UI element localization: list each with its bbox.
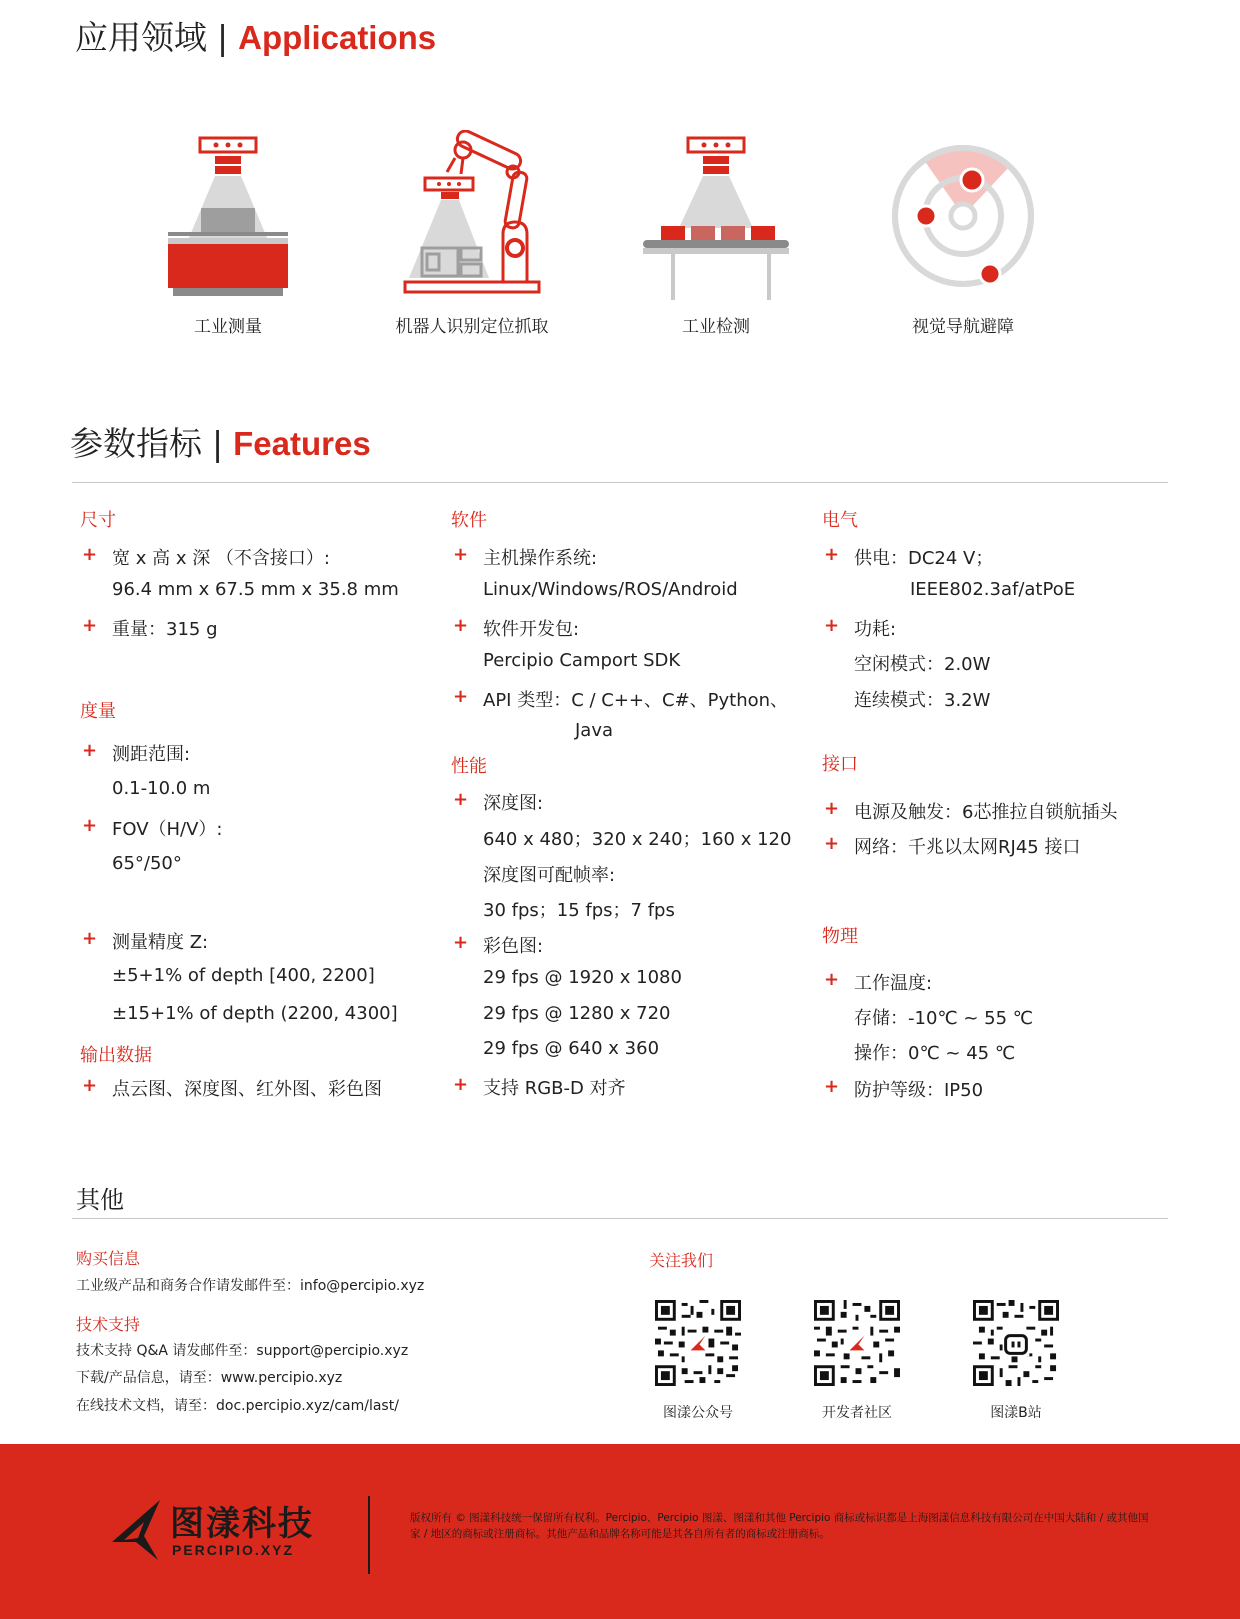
applications-title bbox=[75, 12, 436, 59]
follow-title: 关注我们 bbox=[649, 1251, 714, 1270]
legal-notice: 版权所有 © 图漾科技统一保留所有权利。Percipio、Percipio 图漾、图漾和其他 Percipio 商标或标识都是上海图漾信息科技有限公司在中国大陆和 / 或其他国家 / 地区的商标或注册商标。其他产品和品牌名称可能是其各自所有者的商标或注册商标。 bbox=[410, 1512, 1149, 1540]
measure-accuracy-value-1: ±5+1% of depth [400, 2200] bbox=[112, 965, 375, 986]
measure-fov-value: 65°/50° bbox=[112, 853, 182, 874]
category-electric: 电气 bbox=[822, 510, 858, 531]
robot-arm-icon bbox=[397, 130, 547, 302]
qr-label-wechat: 图漾公众号 bbox=[663, 1405, 733, 1421]
qr-label-community: 开发者社区 bbox=[822, 1405, 892, 1421]
plus-icon: + bbox=[453, 615, 469, 636]
electric-consumption-label: 功耗: bbox=[854, 619, 897, 640]
footer-separator bbox=[368, 1496, 370, 1574]
features-title-cn: 参数指标 bbox=[70, 424, 202, 463]
measure-range-value: 0.1-10.0 m bbox=[112, 778, 211, 799]
category-measure: 度量 bbox=[80, 701, 116, 722]
wechat-qr-icon[interactable] bbox=[655, 1300, 741, 1386]
performance-rgbd: 支持 RGB-D 对齐 bbox=[483, 1078, 626, 1099]
app-robot-grasping bbox=[352, 130, 592, 337]
measure-fov-label: FOV（H/V）: bbox=[112, 819, 223, 840]
features-divider bbox=[72, 482, 1168, 483]
qr-label-bilibili: 图漾B站 bbox=[990, 1405, 1042, 1421]
software-os-label: 主机操作系统: bbox=[483, 548, 598, 569]
output-value: 点云图、深度图、红外图、彩色图 bbox=[112, 1079, 382, 1100]
category-output: 输出数据 bbox=[80, 1045, 152, 1066]
plus-icon: + bbox=[453, 932, 469, 953]
brand-name-en: PERCIPIO.XYZ bbox=[172, 1542, 295, 1558]
category-interface: 接口 bbox=[822, 754, 858, 775]
software-sdk-label: 软件开发包: bbox=[483, 619, 580, 640]
physical-temp-label: 工作温度: bbox=[854, 973, 933, 994]
app-label: 机器人识别定位抓取 bbox=[395, 317, 549, 337]
electric-continuous: 连续模式：3.2W bbox=[854, 690, 991, 711]
software-os-value: Linux/Windows/ROS/Android bbox=[483, 579, 738, 600]
purchase-title: 购买信息 bbox=[76, 1249, 141, 1268]
app-industrial-inspection bbox=[596, 130, 836, 337]
support-line-2: 下载/产品信息，请至：www.percipio.xyz bbox=[76, 1370, 343, 1386]
software-api-value: Java bbox=[575, 720, 614, 741]
software-sdk-value: Percipio Camport SDK bbox=[483, 650, 681, 671]
title-separator: | bbox=[212, 424, 224, 463]
plus-icon: + bbox=[453, 544, 469, 565]
bilibili-qr-icon[interactable] bbox=[973, 1300, 1059, 1386]
interface-power-trigger: 电源及触发：6芯推拉自锁航插头 bbox=[854, 802, 1118, 823]
community-qr-icon[interactable] bbox=[814, 1300, 900, 1386]
electric-power-label: 供电：DC24 V； bbox=[854, 548, 994, 569]
performance-color-3: 29 fps @ 640 x 360 bbox=[483, 1038, 660, 1059]
other-title: 其他 bbox=[76, 1186, 124, 1214]
performance-color-label: 彩色图: bbox=[483, 936, 544, 957]
plus-icon: + bbox=[453, 789, 469, 810]
category-size: 尺寸 bbox=[80, 510, 116, 531]
footer bbox=[0, 1444, 1240, 1619]
plus-icon: + bbox=[824, 1076, 840, 1097]
other-divider bbox=[72, 1218, 1168, 1219]
plus-icon: + bbox=[82, 815, 98, 836]
interface-network: 网络：千兆以太网RJ45 接口 bbox=[854, 837, 1081, 858]
plus-icon: + bbox=[82, 615, 98, 636]
plus-icon: + bbox=[824, 615, 840, 636]
physical-operation: 操作：0℃ ~ 45 ℃ bbox=[854, 1043, 1016, 1064]
purchase-line: 工业级产品和商务合作请发邮件至：info@percipio.xyz bbox=[76, 1278, 425, 1294]
app-visual-navigation bbox=[843, 130, 1083, 337]
app-label: 视觉导航避障 bbox=[912, 317, 1014, 337]
radar-navigation-icon bbox=[888, 130, 1038, 302]
measure-accuracy-label: 测量精度 Z: bbox=[112, 932, 209, 953]
features-title bbox=[70, 418, 371, 465]
category-physical: 物理 bbox=[822, 926, 858, 947]
app-industrial-measurement bbox=[108, 130, 348, 337]
support-line-3: 在线技术文档，请至：doc.percipio.xyz/cam/last/ bbox=[76, 1398, 399, 1414]
title-separator: | bbox=[217, 18, 229, 57]
performance-depth-value: 640 x 480；320 x 240；160 x 120 bbox=[483, 829, 792, 850]
performance-color-2: 29 fps @ 1280 x 720 bbox=[483, 1003, 671, 1024]
plus-icon: + bbox=[82, 740, 98, 761]
conveyor-inspection-icon bbox=[641, 130, 791, 302]
measure-accuracy-value-2: ±15+1% of depth (2200, 4300] bbox=[112, 1003, 398, 1024]
support-line-1: 技术支持 Q&A 请发邮件至：support@percipio.xyz bbox=[76, 1343, 409, 1359]
plus-icon: + bbox=[82, 928, 98, 949]
plus-icon: + bbox=[82, 544, 98, 565]
electric-idle: 空闲模式：2.0W bbox=[854, 654, 991, 675]
size-dims-label: 宽 x 高 x 深 （不含接口）: bbox=[112, 548, 330, 569]
features-title-en: Features bbox=[233, 425, 371, 462]
physical-storage: 存储：-10℃ ~ 55 ℃ bbox=[854, 1008, 1033, 1029]
app-label: 工业检测 bbox=[682, 317, 750, 337]
brand-name-cn: 图漾科技 bbox=[170, 1504, 314, 1544]
size-dims-value: 96.4 mm x 67.5 mm x 35.8 mm bbox=[112, 579, 399, 600]
electric-power-value: IEEE802.3af/atPoE bbox=[910, 579, 1076, 600]
percipio-logo-icon bbox=[108, 1496, 164, 1562]
performance-fps-value: 30 fps；15 fps；7 fps bbox=[483, 900, 675, 921]
app-label: 工业测量 bbox=[194, 317, 262, 337]
plus-icon: + bbox=[453, 686, 469, 707]
performance-fps-label: 深度图可配帧率: bbox=[483, 865, 616, 886]
performance-depth-label: 深度图: bbox=[483, 793, 544, 814]
plus-icon: + bbox=[824, 833, 840, 854]
physical-protection: 防护等级：IP50 bbox=[854, 1080, 984, 1101]
plus-icon: + bbox=[824, 969, 840, 990]
support-title: 技术支持 bbox=[76, 1315, 141, 1334]
plus-icon: + bbox=[824, 544, 840, 565]
plus-icon: + bbox=[82, 1075, 98, 1096]
size-weight: 重量：315 g bbox=[112, 619, 218, 640]
category-performance: 性能 bbox=[451, 756, 487, 777]
applications-title-en: Applications bbox=[238, 19, 437, 56]
applications-title-cn: 应用领域 bbox=[75, 18, 207, 57]
plus-icon: + bbox=[824, 798, 840, 819]
category-software: 软件 bbox=[451, 510, 487, 531]
plus-icon: + bbox=[453, 1074, 469, 1095]
performance-color-1: 29 fps @ 1920 x 1080 bbox=[483, 967, 682, 988]
industrial-measurement-icon bbox=[163, 130, 293, 302]
software-api-label: API 类型：C / C++、C#、Python、 bbox=[483, 690, 789, 711]
measure-range-label: 测距范围: bbox=[112, 744, 191, 765]
